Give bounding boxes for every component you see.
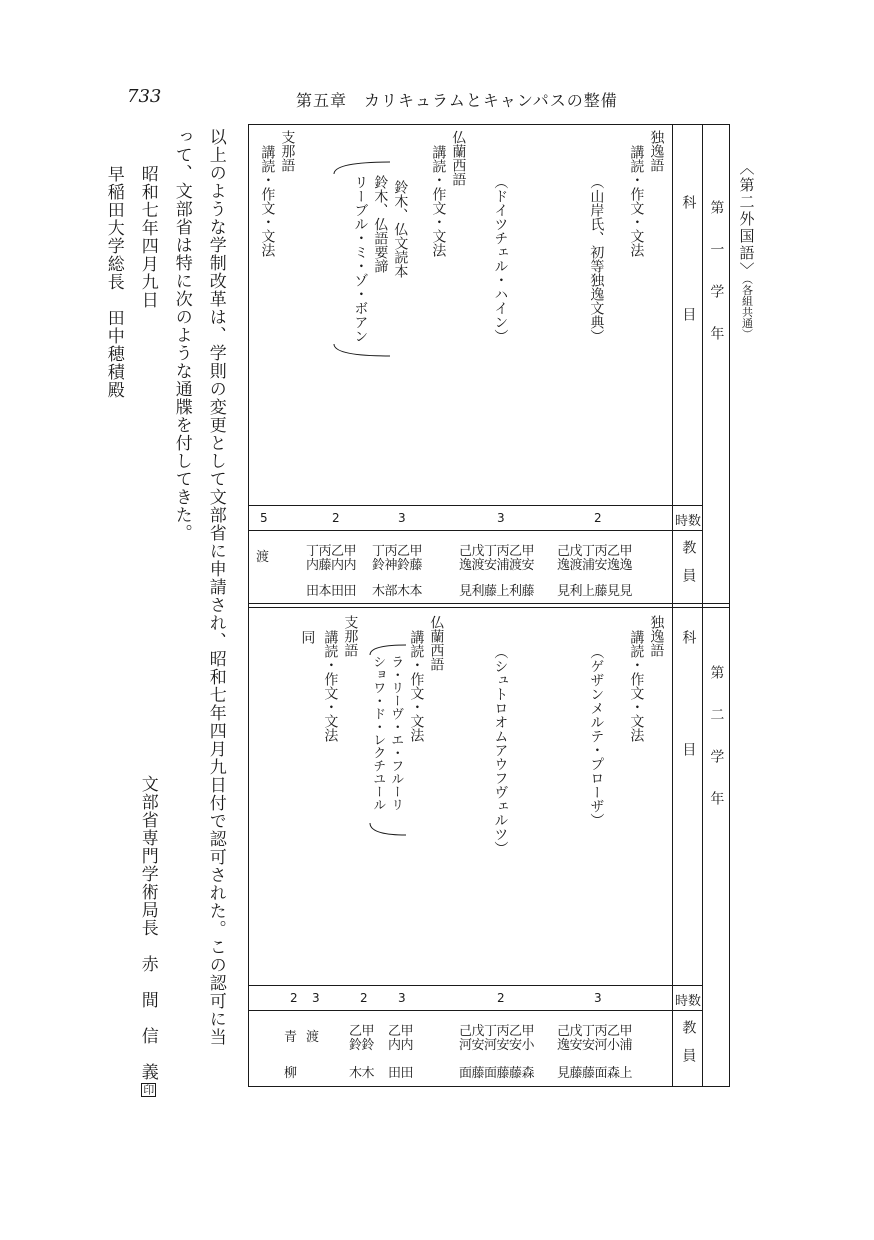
y1-french-text-1: 鈴木、仏文読本 <box>392 180 409 278</box>
hours-header-y2: 時数 <box>675 994 702 1009</box>
y1-french-bracket-icon <box>332 160 392 360</box>
y2-teacher-4a: 鈴鈴 <box>349 1038 375 1053</box>
y2-chinese-lang: 支那語 <box>342 615 359 657</box>
y2-french-bracket-icon <box>368 643 408 838</box>
y2-classes-1: 己戊丁丙乙甲 <box>557 1024 633 1039</box>
recipient: 早稲田大学総長 田中穂積殿 <box>103 165 124 399</box>
y1-teacher-1b: 見利上藤見見 <box>557 584 633 599</box>
y1-french-course: 講読・作文・文法 <box>430 145 447 257</box>
table-border-top <box>248 124 730 125</box>
y2-teacher-1a: 逸安安河小浦 <box>557 1038 633 1053</box>
table-border-left <box>248 124 249 1087</box>
y2-chinese-course: 講読・作文・文法 <box>322 630 339 742</box>
y2-chinese-same: 同 <box>299 630 316 644</box>
teacher-header-y1: 教員 <box>680 540 697 596</box>
caption-note: （各組共通） <box>740 279 754 340</box>
chapter-title: 第五章 カリキュラムとキャンパスの整備 <box>296 91 618 110</box>
y1-hours-3: 3 <box>398 511 406 525</box>
y2-hours-4: 2 <box>360 991 368 1005</box>
y2-teacher-6b: 柳 <box>284 1066 297 1081</box>
y1-hours-5: 5 <box>260 511 268 525</box>
y1-german-lang: 独逸語 <box>648 130 665 172</box>
y1-teacher-3a: 鈴神鈴藤 <box>372 558 423 573</box>
y2-german-course: 講読・作文・文法 <box>628 630 645 742</box>
y2-hours-2: 2 <box>497 991 505 1005</box>
subject-header-y1: 科 目 <box>680 195 697 321</box>
year1-label: 第 一 学 年 <box>708 200 725 340</box>
y2-teacher-4b: 木木 <box>349 1066 375 1081</box>
y2-classes-2: 己戊丁丙乙甲 <box>459 1024 535 1039</box>
y1-french-text-2: 鈴木、仏語要諦 <box>372 175 389 273</box>
y2-french-lang: 仏蘭西語 <box>428 615 445 671</box>
y1-classes-4: 丁丙乙甲 <box>306 544 357 559</box>
year-column-divider <box>702 124 703 1087</box>
y2-french-text-2: ショワ・ド・レクチユール <box>370 655 386 811</box>
hours-row-divider-y2 <box>248 985 703 986</box>
y2-teacher-3a: 内内 <box>388 1038 414 1053</box>
y1-french-text-3: リーブル・ミ・ゾ・ボアン <box>352 175 369 343</box>
date: 昭和七年四月九日 <box>137 165 158 309</box>
y2-french-text-1: ラ・リーヴ・エ・フルーリ <box>388 655 404 811</box>
y2-teacher-2b: 面藤面藤藤森 <box>459 1066 535 1081</box>
y2-classes-3: 乙甲 <box>388 1024 414 1039</box>
y1-german-course: 講読・作文・文法 <box>628 145 645 257</box>
subject-header-y2: 科 目 <box>680 630 697 756</box>
table-border-right <box>729 124 730 1087</box>
y2-german-text-1: （ゲザンメルテ・プローザ） <box>588 645 605 827</box>
year-separator-1 <box>248 603 730 604</box>
y2-hours-5: 3 <box>312 991 320 1005</box>
y1-teacher-5a: 渡 <box>256 550 269 565</box>
teacher-header-y2: 教員 <box>680 1020 697 1076</box>
y1-classes-1: 己戊丁丙乙甲 <box>557 544 633 559</box>
y1-teacher-2a: 逸渡安浦渡安 <box>459 558 535 573</box>
page-number: 733 <box>127 86 162 107</box>
body-line-1: 以上のような学制改革は、学則の変更として文部省に申請され、昭和七年四月九日付で認可された。この認可に当 <box>205 128 226 1046</box>
year-separator-2 <box>248 607 730 608</box>
caption-title: 〈第二外国語〉 <box>737 160 756 279</box>
y1-hours-4: 2 <box>332 511 340 525</box>
y2-teacher-2a: 河安河安安小 <box>459 1038 535 1053</box>
y2-teacher-3b: 田田 <box>388 1066 414 1081</box>
y1-french-lang: 仏蘭西語 <box>450 130 467 186</box>
y1-teacher-4a: 内藤内内 <box>306 558 357 573</box>
hours-row-divider-y1b <box>248 530 703 531</box>
y2-german-lang: 独逸語 <box>648 615 665 657</box>
y2-hours-6: 2 <box>290 991 298 1005</box>
y1-hours-1: 2 <box>594 511 602 525</box>
y1-classes-2: 己戊丁丙乙甲 <box>459 544 535 559</box>
table-caption <box>738 160 755 340</box>
sender-name: 文部省専門学術局長 赤 間 信 義 <box>137 775 158 1081</box>
hours-row-divider-y2b <box>248 1010 703 1011</box>
y1-german-text-1: （山岸氏、初等独逸文典） <box>588 175 605 343</box>
y1-hours-2: 3 <box>497 511 505 525</box>
y1-teacher-1a: 逸渡浦安逸逸 <box>557 558 633 573</box>
header-column-divider <box>672 124 673 1087</box>
y2-teacher-1b: 見藤藤面森上 <box>557 1066 633 1081</box>
hours-header-y1: 時数 <box>675 514 702 529</box>
y2-french-course: 講読・作文・文法 <box>408 630 425 742</box>
y1-german-text-2: （ドイツチェル・ハイン） <box>492 175 509 343</box>
y2-hours-1: 3 <box>594 991 602 1005</box>
sender <box>138 775 157 1097</box>
body-line-2: って、文部省は特に次のような通牒を付してきた。 <box>171 128 192 542</box>
y1-chinese-course: 講読・作文・文法 <box>259 145 276 257</box>
y1-teacher-2b: 見利藤上利藤 <box>459 584 535 599</box>
table-border-bottom <box>248 1086 730 1087</box>
y1-teacher-3b: 木部木本 <box>372 584 423 599</box>
hours-row-divider-y1 <box>248 505 703 506</box>
y1-classes-3: 丁丙乙甲 <box>372 544 423 559</box>
y1-teacher-4b: 田本田田 <box>306 584 357 599</box>
y2-german-text-2: （シュトロオムアウフヴェルツ） <box>492 645 509 855</box>
y2-teacher-6a: 青 <box>284 1030 297 1045</box>
y2-classes-4: 乙甲 <box>349 1024 375 1039</box>
seal-icon: 印 <box>141 1084 155 1096</box>
y2-teacher-5a: 渡 <box>306 1030 319 1045</box>
y2-hours-3: 3 <box>398 991 406 1005</box>
y1-chinese-lang: 支那語 <box>279 130 296 172</box>
year2-label: 第 二 学 年 <box>708 665 725 805</box>
